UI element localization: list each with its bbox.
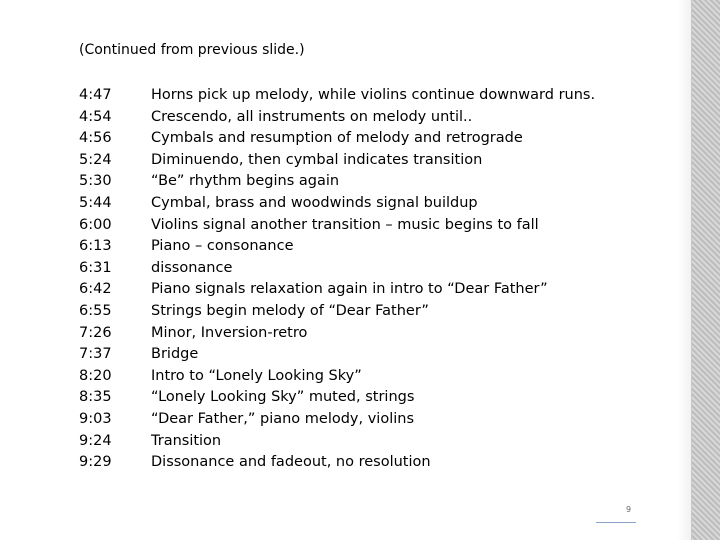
event-description: dissonance [151,259,233,276]
continued-note: (Continued from previous slide.) [79,42,305,58]
event-description: Violins signal another transition – music begins to fall [151,216,539,233]
timestamp: 6:55 [79,302,112,319]
event-description: Transition [151,432,222,449]
timestamp: 6:13 [79,238,112,255]
event-description: Dissonance and fadeout, no resolution [151,454,431,471]
event-description: Piano signals relaxation again in intro to “Dear Father” [151,281,548,298]
timestamp: 6:42 [79,281,112,298]
timestamp: 5:30 [79,173,112,190]
event-description: Crescendo, all instruments on melody until.. [151,108,473,125]
timestamp: 4:47 [79,87,112,103]
decorative-right-strip [691,0,720,540]
timestamp: 9:29 [79,454,112,471]
event-description: “Lonely Looking Sky” muted, strings [151,389,415,406]
timestamp: 5:44 [79,194,112,211]
timestamp: 4:56 [79,130,112,147]
timestamp: 8:20 [79,367,112,384]
decorative-inner-strip [677,0,692,540]
event-description: “Be” rhythm begins again [151,173,340,190]
event-description: Minor, Inversion-retro [151,324,308,341]
timestamp: 9:24 [79,432,112,449]
timestamp: 8:35 [79,389,112,406]
timestamp: 5:24 [79,151,112,168]
timestamp: 4:54 [79,108,112,125]
timestamp: 6:00 [79,216,112,233]
event-description: Strings begin melody of “Dear Father” [151,302,429,319]
event-description: Intro to “Lonely Looking Sky” [151,367,362,384]
timestamp: 7:37 [79,346,112,363]
timestamp: 6:31 [79,259,112,276]
timestamp: 9:03 [79,410,112,427]
event-description: Piano – consonance [151,238,294,255]
page-number: 9 [626,505,632,514]
timestamp: 7:26 [79,324,112,341]
event-description: Cymbals and resumption of melody and retrograde [151,130,523,147]
event-description: Cymbal, brass and woodwinds signal buildup [151,194,478,211]
event-description: “Dear Father,” piano melody, violins [151,410,415,427]
event-description: Horns pick up melody, while violins continue downward runs. [151,87,596,103]
event-description: Bridge [151,346,199,363]
event-description: Diminuendo, then cymbal indicates transition [151,151,483,168]
footer-rule [596,522,636,523]
